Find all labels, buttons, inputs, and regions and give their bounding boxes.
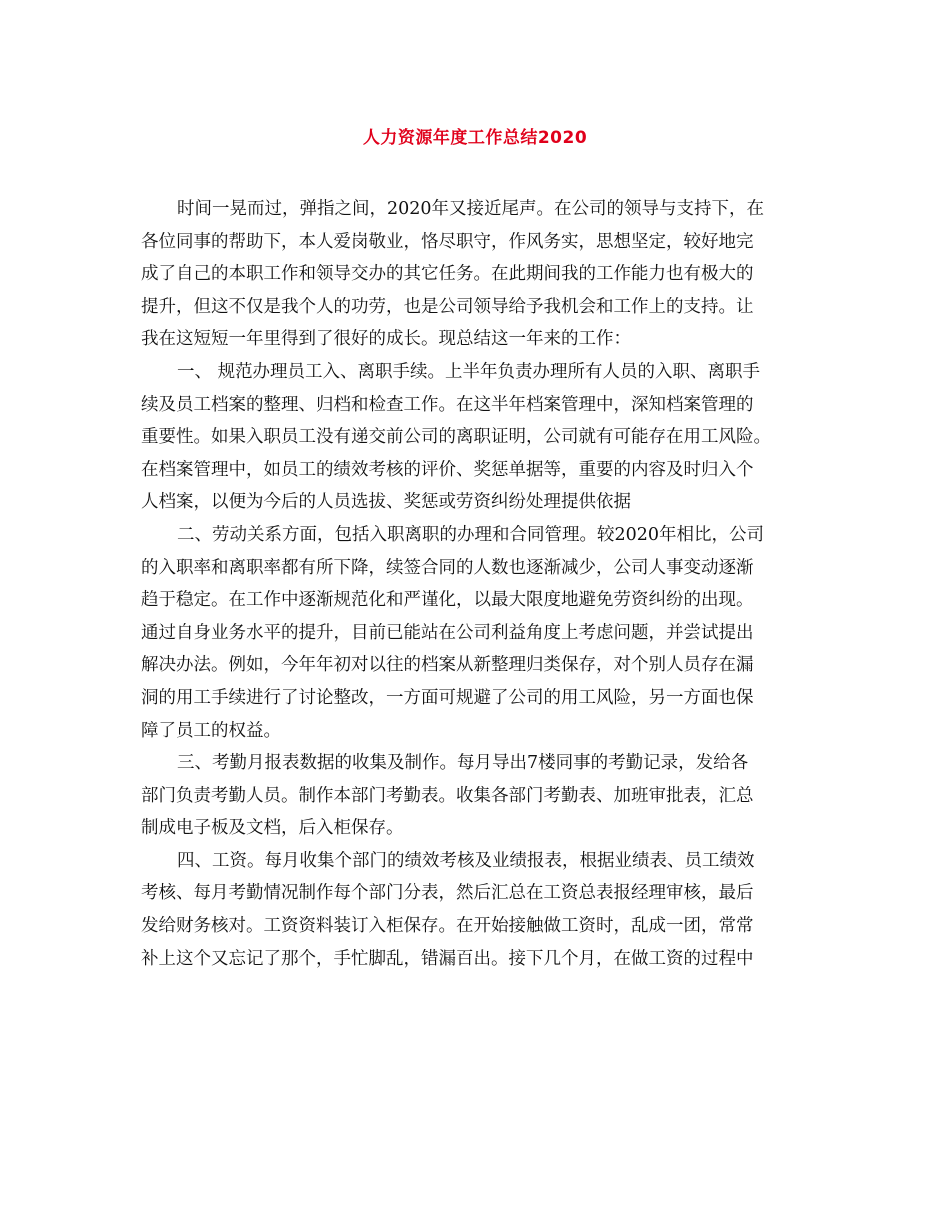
body-line: 四、工资。每月收集个部门的绩效考核及业绩报表，根据业绩表、员工绩效 bbox=[177, 850, 755, 871]
body-line: 趋于稳定。在工作中逐渐规范化和严谨化，以最大限度地避免劳资纠纷的出现。 bbox=[141, 590, 754, 611]
body-line: 洞的用工手续进行了讨论整改，一方面可规避了公司的用工风险，另一方面也保 bbox=[141, 687, 754, 708]
body-line: 一、 规范办理员工入、离职手续。上半年负责办理所有人员的入职、离职手 bbox=[177, 361, 761, 382]
body-line: 制成电子板及文档，后入柜保存。 bbox=[141, 818, 404, 839]
body-line: 补上这个又忘记了那个，手忙脚乱，错漏百出。接下几个月，在做工资的过程中 bbox=[141, 948, 754, 969]
document-title: 人力资源年度工作总结2020 bbox=[362, 128, 588, 148]
body-line: 考核、每月考勤情况制作每个部门分表，然后汇总在工资总表报经理审核，最后 bbox=[141, 883, 754, 904]
body-line: 三、考勤月报表数据的收集及制作。每月导出7楼同事的考勤记录，发给各 bbox=[177, 753, 749, 774]
body-line: 发给财务核对。工资资料装订入柜保存。在开始接触做工资时，乱成一团，常常 bbox=[141, 916, 754, 937]
body-line: 提升，但这不仅是我个人的功劳，也是公司领导给予我机会和工作上的支持。让 bbox=[141, 296, 754, 317]
body-line: 在档案管理中，如员工的绩效考核的评价、奖惩单据等，重要的内容及时归入个 bbox=[141, 459, 754, 480]
body-line: 二、劳动关系方面，包括入职离职的办理和合同管理。较2020年相比，公司 bbox=[177, 524, 765, 545]
body-line: 人档案，以便为今后的人员选拔、奖惩或劳资纠纷处理提供依据 bbox=[141, 492, 631, 513]
body-line: 我在这短短一年里得到了很好的成长。现总结这一年来的工作： bbox=[141, 329, 631, 350]
document-body bbox=[141, 193, 803, 975]
body-line: 续及员工档案的整理、归档和检查工作。在这半年档案管理中，深知档案管理的 bbox=[141, 394, 754, 415]
body-line: 通过自身业务水平的提升，目前已能站在公司利益角度上考虑问题，并尝试提出 bbox=[141, 622, 754, 643]
body-line: 重要性。如果入职员工没有递交前公司的离职证明，公司就有可能存在用工风险。 bbox=[141, 427, 771, 448]
body-line: 部门负责考勤人员。制作本部门考勤表。收集各部门考勤表、加班审批表，汇总 bbox=[141, 785, 754, 806]
body-line: 的入职率和离职率都有所下降，续签合同的人数也逐渐减少，公司人事变动逐渐 bbox=[141, 557, 754, 578]
body-line: 障了员工的权益。 bbox=[141, 720, 281, 741]
body-line: 解决办法。例如，今年年初对以往的档案从新整理归类保存，对个别人员存在漏 bbox=[141, 655, 754, 676]
body-line: 各位同事的帮助下，本人爱岗敬业，恪尽职守，作风务实，思想坚定，较好地完 bbox=[141, 231, 754, 252]
body-line: 成了自己的本职工作和领导交办的其它任务。在此期间我的工作能力也有极大的 bbox=[141, 264, 754, 285]
body-line: 时间一晃而过，弹指之间，2020年又接近尾声。在公司的领导与支持下，在 bbox=[177, 199, 765, 219]
